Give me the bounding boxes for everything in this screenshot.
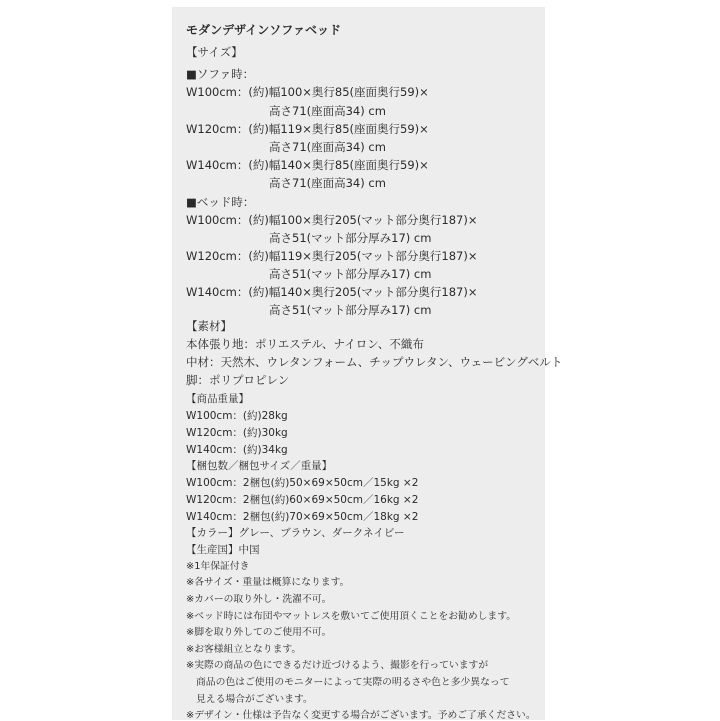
note-continuation: 見える場合がございます。 — [196, 694, 313, 705]
material-line: 脚：ポリプロピレン — [186, 373, 290, 387]
size-header: 【サイズ】 — [186, 45, 243, 59]
sofa-header: ■ソファ時： — [186, 67, 255, 81]
note-continuation: 商品の色はご使用のモニターによって実際の明るさや色と多少異なって — [196, 677, 510, 688]
note-line: ※1年保証付き — [186, 561, 250, 572]
bed-size-line: W120cm：(約)幅119×奥行205(マット部分奥行187)× — [186, 249, 478, 263]
note-line: ※実際の商品の色にできるだけ近づけるよう、撮影を行っていますが — [186, 660, 489, 671]
material-line: 本体張り地：ポリエステル、ナイロン、不織布 — [186, 337, 424, 351]
bed-size-line: 高さ51(マット部分厚み17) cm — [269, 303, 432, 317]
weight-line: W120cm：(約)30kg — [186, 427, 288, 439]
sofa-size-line: W100cm：(約)幅100×奥行85(座面奥行59)× — [186, 85, 429, 99]
note-line: ※カバーの取り外し・洗濯不可。 — [186, 594, 332, 605]
weight-header: 【商品重量】 — [186, 393, 249, 405]
product-title: モダンデザインソファベッド — [186, 23, 342, 37]
weight-line: W140cm：(約)34kg — [186, 444, 288, 456]
bed-size-line: W140cm：(約)幅140×奥行205(マット部分奥行187)× — [186, 285, 478, 299]
package-header: 【梱包数／梱包サイズ／重量】 — [186, 460, 333, 472]
bed-size-line: 高さ51(マット部分厚み17) cm — [269, 231, 432, 245]
bed-size-line: W100cm：(約)幅100×奥行205(マット部分奥行187)× — [186, 213, 478, 227]
sofa-size-line: W120cm：(約)幅119×奥行85(座面奥行59)× — [186, 122, 429, 136]
material-header: 【素材】 — [186, 319, 232, 333]
bed-size-line: 高さ51(マット部分厚み17) cm — [269, 267, 432, 281]
note-line: ※脚を取り外してのご使用不可。 — [186, 627, 332, 638]
note-line: ※ベッド時には布団やマットレスを敷いてご使用頂くことをお勧めします。 — [186, 611, 517, 622]
package-line: W120cm：2梱包(約)60×69×50cm／16kg ×2 — [186, 494, 419, 506]
package-line: W140cm：2梱包(約)70×69×50cm／18kg ×2 — [186, 511, 419, 523]
weight-line: W100cm：(約)28kg — [186, 410, 288, 422]
material-line: 中材：天然木、ウレタンフォーム、チップウレタン、ウェービングベルト — [186, 355, 563, 369]
note-line-last: ※デザイン・仕様は予告なく変更する場合がございます。予めご了承ください。 — [186, 710, 536, 721]
note-line: ※お客様組立となります。 — [186, 644, 302, 655]
sofa-size-line: 高さ71(座面高34) cm — [269, 104, 386, 118]
package-line: W100cm：2梱包(約)50×69×50cm／15kg ×2 — [186, 477, 419, 489]
note-line: ※各サイズ・重量は概算になります。 — [186, 577, 350, 588]
color-line: 【カラー】グレー、ブラウン、ダークネイビー — [186, 527, 405, 539]
bed-header: ■ベッド時： — [186, 195, 255, 209]
sofa-size-line: 高さ71(座面高34) cm — [269, 140, 386, 154]
sofa-size-line: W140cm：(約)幅140×奥行85(座面奥行59)× — [186, 158, 429, 172]
origin-line: 【生産国】中国 — [186, 544, 260, 556]
sofa-size-line: 高さ71(座面高34) cm — [269, 176, 386, 190]
